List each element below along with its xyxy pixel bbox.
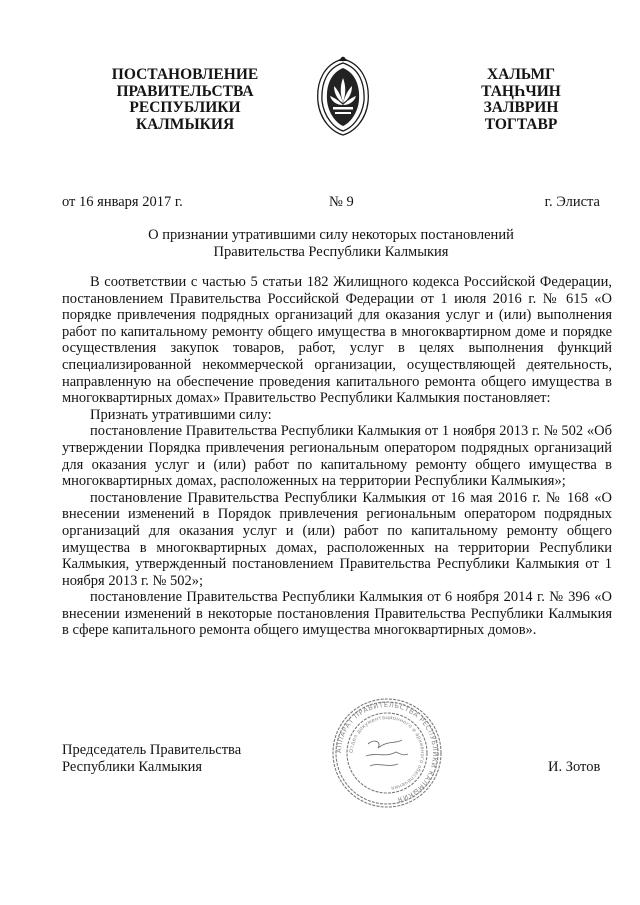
kalmykia-coat-of-arms-icon	[312, 56, 374, 138]
document-title-line: О признании утратившими силу некоторых постановлений	[148, 227, 514, 243]
header-russian-line: ПРАВИТЕЛЬСТВА	[116, 82, 254, 100]
header-russian	[100, 67, 270, 133]
document-number: № 9	[329, 194, 354, 210]
document-meta	[62, 194, 600, 212]
header-russian-line: ПОСТАНОВЛЕНИЕ	[111, 66, 259, 83]
body-paragraph: постановление Правительства Республики Калмыкия от 16 мая 2016 г. № 168 «О внесении изменений в Порядок привлечения региональным оператором подрядных организаций для оказания услуг и (или) работ по капитальному ремонту общего имущества в многоквартирных домах, расположенных на территории Республики Калмыкия, утвержденный постановлением Правительства Республики Калмыкия от 1 ноября 2013 г. № 502»;	[62, 489, 612, 589]
header-kalmyk-line: ХАЛЬМГ	[486, 66, 556, 83]
body-paragraph: В соответствии с частью 5 статьи 182 Жилищного кодекса Российской Федерации, постановлением Правительства Российской Федерации от 1 июля 2016 г. № 615 «О порядке привлечения подрядных организаций для оказания услуг и (или) выполнения работ по капитальному ремонту общего имущества в многоквартирном доме и порядке осуществления закупок товаров, работ, услуг в целях выполнения функций специализированной некоммерческой организации, осуществляющей деятельность, направленную на обеспечение проведения капитального ремонта общего имущества в многоквартирных домах» Правительство Республики Калмыкия постановляет:	[62, 274, 612, 407]
header-russian-line: РЕСПУБЛИКИ	[129, 99, 241, 116]
official-seal-stamp-icon	[330, 696, 444, 810]
body-paragraph: постановление Правительства Республики Калмыкия от 6 ноября 2014 г. № 396 «О внесении изменений в некоторые постановления Правительства Республики Калмыкия в сфере капитального ремонта общего имущества многоквартирных домов».	[62, 589, 612, 639]
stamp-outer-text: АППАРАТ ПРАВИТЕЛЬСТВА РЕСПУБЛИКИ КАЛМЫКИЯ	[334, 700, 440, 804]
header-kalmyk	[466, 67, 576, 133]
header-russian-line: КАЛМЫКИЯ	[135, 115, 235, 133]
document-title-line: Правительства Республики Калмыкия	[213, 243, 449, 260]
document-date: от 16 января 2017 г.	[62, 194, 183, 210]
document-title	[62, 227, 600, 260]
header-kalmyk-line: ТАҢҺЧИН	[481, 82, 561, 100]
svg-text:Отдел документационного и архи	[349, 715, 425, 791]
document-body	[62, 274, 612, 639]
signatory-name: И. Зотов	[548, 759, 601, 775]
body-paragraph: постановление Правительства Республики Калмыкия от 1 ноября 2013 г. № 502 «Об утверждении Порядка привлечения региональным оператором подрядных организаций для оказания услуг и (или) работ по капитальному ремонту общего имущества в многоквартирных домах, расположенных на территории Республики Калмыкия»;	[62, 423, 612, 490]
header-kalmyk-line: ЗАЛВРИН	[483, 99, 559, 116]
signatory-position-line: Председатель Правительства	[62, 742, 242, 758]
body-paragraph: Признать утратившими силу:	[90, 406, 272, 423]
header-kalmyk-line: ТОГТАВР	[484, 115, 558, 133]
signatory-position	[62, 742, 241, 776]
stamp-inner-text: Отдел документационного и архивного обеспечения	[348, 714, 426, 791]
signatory-position-line: Республики Калмыкия	[62, 759, 203, 775]
document-city: г. Элиста	[544, 194, 600, 210]
